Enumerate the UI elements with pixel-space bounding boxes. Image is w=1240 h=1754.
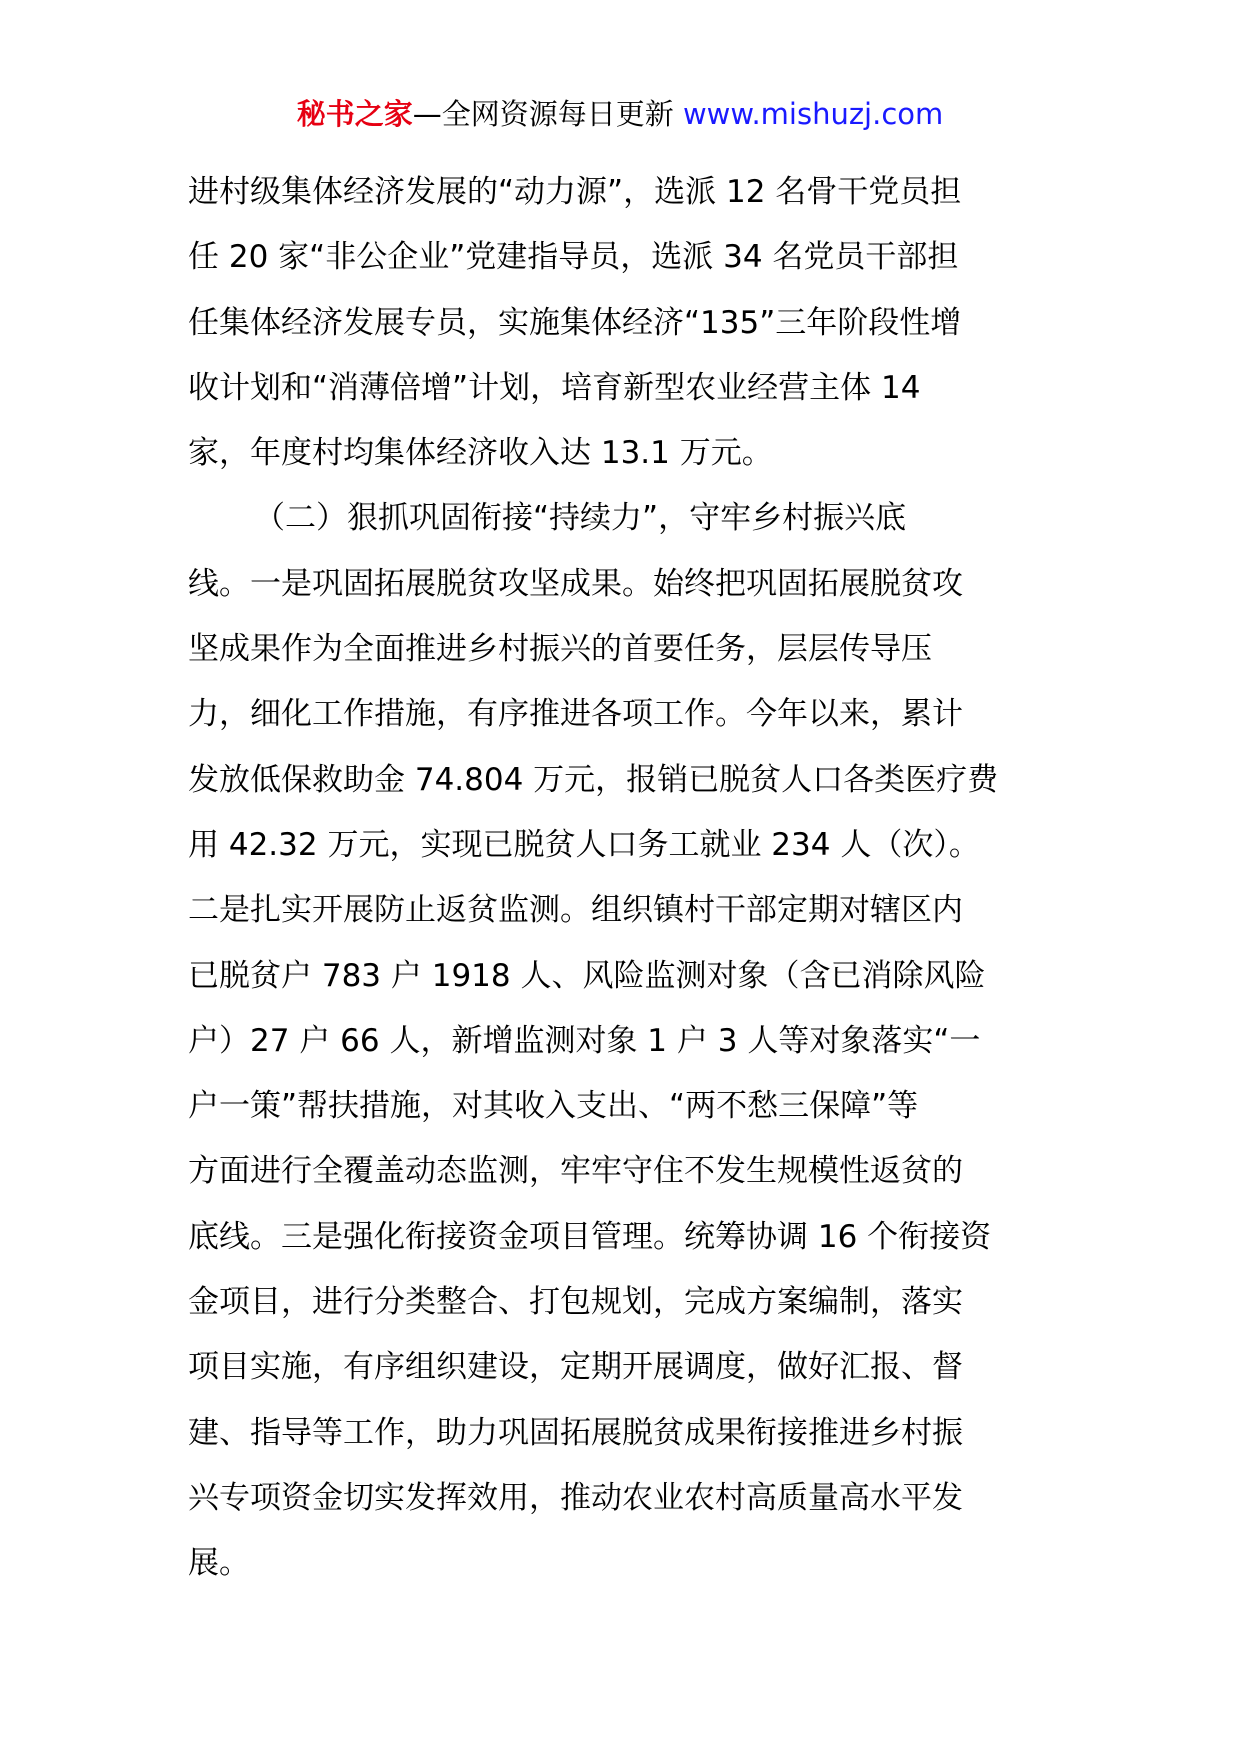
site-header	[0, 94, 1240, 134]
text-line: 建、指导等工作，助力巩固拓展脱贫成果衔接推进乡村振	[188, 1414, 963, 1451]
text-line: 发放低保救助金 74.804 万元，报销已脱贫人口各类医疗费	[188, 761, 999, 798]
text-line: 方面进行全覆盖动态监测，牢牢守住不发生规模性返贫的	[188, 1153, 963, 1190]
text-line: 任集体经济发展专员，实施集体经济“135”三年阶段性增	[188, 304, 962, 341]
text-line: 金项目，进行分类整合、打包规划，完成方案编制，落实	[188, 1284, 963, 1321]
document-body	[188, 160, 1058, 1597]
section-heading-line: （二）狠抓巩固衔接“持续力”，守牢乡村振兴底	[254, 500, 907, 537]
text-line: 用 42.32 万元，实现已脱贫人口务工就业 234 人（次）。	[188, 826, 980, 863]
text-line: 户一策”帮扶措施，对其收入支出、“两不愁三保障”等	[188, 1088, 919, 1125]
text-line: 展。	[188, 1545, 250, 1582]
text-line: 兴专项资金切实发挥效用，推动农业农村高质量高水平发	[188, 1479, 963, 1516]
text-line: 任 20 家“非公企业”党建指导员，选派 34 名党员干部担	[188, 239, 959, 276]
text-line: 坚成果作为全面推进乡村振兴的首要任务，层层传导压	[188, 631, 932, 668]
text-line: 二是扎实开展防止返贫监测。组织镇村干部定期对辖区内	[188, 892, 963, 929]
text-line: 底线。三是强化衔接资金项目管理。统筹协调 16 个衔接资	[188, 1218, 992, 1255]
text-line: 线。一是巩固拓展脱贫攻坚成果。始终把巩固拓展脱贫攻	[188, 565, 963, 602]
site-tagline: —全网资源每日更新	[412, 97, 674, 131]
text-line: 力，细化工作措施，有序推进各项工作。今年以来，累计	[188, 696, 963, 733]
text-line: 家，年度村均集体经济收入达 13.1 万元。	[188, 435, 773, 472]
text-line: 已脱贫户 783 户 1918 人、风险监测对象（含已消除风险	[188, 957, 986, 994]
site-brand: 秘书之家	[296, 97, 413, 131]
text-line: 项目实施，有序组织建设，定期开展调度，做好汇报、督	[188, 1349, 963, 1386]
text-line: 户）27 户 66 人，新增监测对象 1 户 3 人等对象落实“一	[188, 1022, 981, 1059]
site-url-link[interactable]: www.mishuzj.com	[673, 97, 944, 131]
text-line: 进村级集体经济发展的“动力源”，选派 12 名骨干党员担	[188, 174, 962, 210]
text-line: 收计划和“消薄倍增”计划，培育新型农业经营主体 14	[188, 369, 921, 406]
